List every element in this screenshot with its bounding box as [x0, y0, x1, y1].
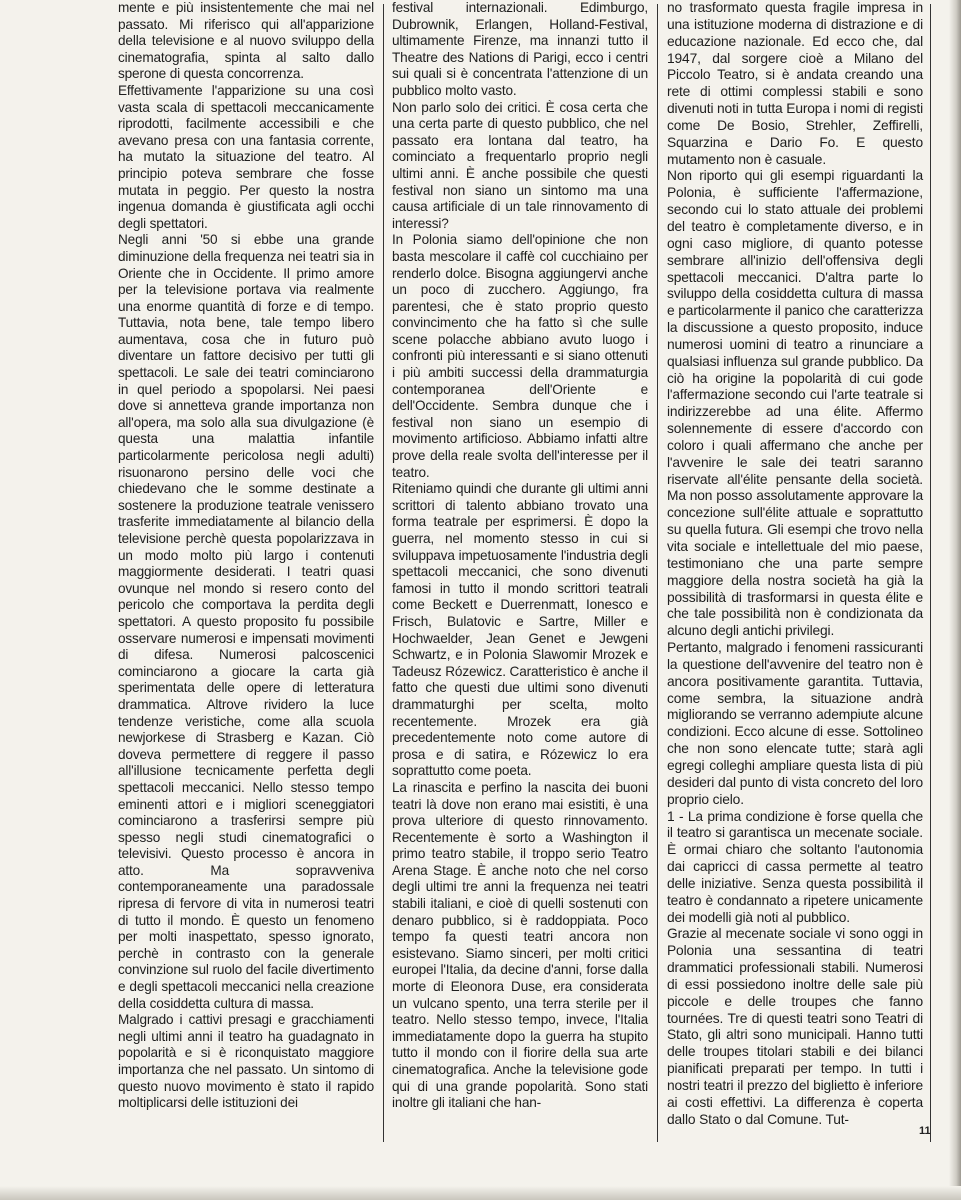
paragraph: Effettivamente l'apparizione su una così vasta scala di spettacoli meccanicamente riprodotti, facilmente accessibili e che avevano presa con una fantasia corrente, ha mutato la situazione del teatro. Al principio poteva sembrare che fosse mutata in peggio. Per questo la nostra ingenua domanda è giustificata agli occhi degli spettatori. [118, 82, 374, 231]
text-column-3 [667, 0, 923, 1129]
paragraph: no trasformato questa fragile impresa in una istituzione moderna di distrazione e di educazione nazionale. Ed ecco che, dal 1947, dal sorgere cioè a Milano del Piccolo Teatro, si è andata creando una rete di ottimi complessi stabili e sono divenuti noti in tutta Europa i nomi di registi come De Bosio, Strehler, Zeffirelli, Squarzina e Dario Fo. E questo mutamento non è casuale. [667, 0, 924, 167]
page-number: 11 [919, 1125, 931, 1137]
paragraph: Riteniamo quindi che durante gli ultimi anni scrittori di talento abbiano trovato una forma teatrale per esprimersi. È dopo la guerra, nel momento stesso in cui si sviluppava impetuosamente l'industria degli spettacoli meccanici, che sono divenuti famosi in tutto il mondo scrittori teatrali come Beckett e Duerrenmatt, Ionesco e Frisch, Bulatovic e Sartre, Miller e Hochwaelder, Jean Genet e Jewgeni Schwartz, e in Polonia Slawomir Mrozek e Tadeusz Rózewicz. Caratteristico è anche il fatto che questi due ultimi sono divenuti drammaturghi per scelta, molto recentemente. Mrozek era già precedentemente noto come autore di prosa e di satira, e Rózewicz lo era soprattutto come poeta. [392, 481, 648, 779]
page-edge-shadow [0, 1186, 961, 1200]
column-divider [930, 4, 931, 1142]
paragraph: mente e più insistentemente che mai nel passato. Mi riferisco qui all'apparizione della televisione e al nuovo sviluppo della cinematografia, spinta al salto dallo sperone di questa concorrenza. [118, 0, 374, 82]
paragraph: festival internazionali. Edimburgo, Dubrownik, Erlangen, Holland-Festival, ultimamente Firenze, ma innanzi tutto il Theatre des Nations di Parigi, ecco i centri sui quali si è concentrata l'attenzione di un pubblico molto vasto. [392, 0, 648, 98]
paragraph: In Polonia siamo dell'opinione che non basta mescolare il caffè col cucchiaino per renderlo dolce. Bisogna aggiungervi anche un poco di zucchero. Aggiungo, fra parentesi, che è stato proprio questo convincimento che ha fatto sì che sulle scene polacche abbiano avuto luogo i confronti più interessanti e si siano ottenuti i più ambiti successi della drammaturgia contemporanea dell'Oriente e dell'Occidente. Sembra dunque che i festival non siano un esempio di movimento artificioso. Abbiamo infatti altre prove della reale svolta dell'interesse per il teatro. [392, 232, 648, 480]
column-divider [657, 4, 658, 1142]
paragraph: Non parlo solo dei critici. È cosa certa che una certa parte di questo pubblico, che nel passato era lontana dal teatro, ha cominciato a frequentarlo proprio negli ultimi anni. È anche possibile che questi festival non siano un sintomo ma una causa artificiale di un tale rinnovamento di interessi? [392, 99, 648, 231]
text-column-1 [118, 0, 374, 1112]
paragraph: Negli anni '50 si ebbe una grande diminuzione della frequenza nei teatri sia in Oriente che in Occidente. Il primo amore per la televisione portava via realmente una enorme quantità di forze e di tempo. Tuttavia, nota bene, tale tempo libero aumentava, cosa che in futuro può diventare un fattore decisivo per tutti gli spettacoli. Le sale dei teatri cominciarono in quel periodo a spopolarsi. Nei paesi dove si annetteva grande importanza non all'opera, ma solo alla sua divulgazione (è questa una malattia infantile particolarmente pericolosa negli adulti) risuonarono persino delle voci che chiedevano che le somme destinate a sostenere la produzione teatrale venissero trasferite immediatamente al bilancio della televisione perchè questa popolarizzava in un modo molto più largo i contenuti maggiormente desiderati. I teatri quasi ovunque nel mondo si resero conto del pericolo che comportava la perdita degli spettatori. A questo proposito fu possibile osservare numerosi e impensati movimenti di difesa. Numerosi palcoscenici cominciarono a giocare la carta già sperimentata delle opere di letteratura drammatica. Altrove rividero la luce tendenze veristiche, come alla scuola newjorkese di Strasberg e Kazan. Ciò doveva permettere di reggere il passo all'illusione tecnicamente perfetta degli spettacoli meccanici. Nello stesso tempo eminenti attori e i migliori sceneggiatori cominciarono a trasferirsi sempre più spesso negli studi cinematografici o televisivi. Questo processo è ancora in atto. Ma sopravveniva contemporaneamente una paradossale ripresa di fervore di vita in numerosi teatri di tutto il mondo. È questo un fenomeno per molti inaspettato, spesso ignorato, perchè in contrasto con la generale convinzione sul ruolo del facile divertimento e degli spettacoli meccanici nella creazione della cosiddetta cultura di massa. [118, 232, 374, 1011]
paragraph: La rinascita e perfino la nascita dei buoni teatri là dove non erano mai esistiti, è una prova ulteriore di questo rinnovamento. Recentemente è sorto a Washington il primo teatro stabile, il troppo serio Teatro Arena Stage. È anche noto che nel corso degli ultimi tre anni la frequenza nei teatri stabili italiani, e cioè di quelli sostenuti con denaro pubblico, si è raddoppiata. Poco tempo fa questi teatri ancora non esistevano. Siamo sinceri, per molti critici europei l'Italia, da decine d'anni, forse dalla morte di Eleonora Duse, era considerata un vulcano spento, una terra sterile per il teatro. Nello stesso tempo, invece, l'Italia immediatamente dopo la guerra ha stupito tutto il mondo con il fiorire della sua arte cinematografica. Anche la televisione gode qui di una grande popolarità. Sono stati inoltre gli italiani che han- [392, 779, 648, 1111]
column-divider [383, 4, 384, 1142]
text-column-2 [392, 0, 648, 1112]
page-edge-shadow [949, 0, 961, 1200]
paragraph: Malgrado i cattivi presagi e gracchiamenti negli ultimi anni il teatro ha guadagnato in popolarità e si è riconquistato maggiore importanza che nel passato. Un sintomo di questo nuovo movimento è stato il rapido moltiplicarsi delle istituzioni dei [118, 1012, 374, 1111]
paragraph: Grazie al mecenate sociale vi sono oggi in Polonia una sessantina di teatri drammatici professionali stabili. Numerosi di essi possiedono inoltre delle sale più piccole e delle troupes che fanno tournées. Tre di questi teatri sono Teatri di Stato, gli altri sono municipali. Hanno tutti delle troupes titolari stabili e dei bilanci pianificati preparati per tempo. In tutti i nostri teatri il prezzo del biglietto è inferiore ai costi effettivi. La differenza è coperta dallo Stato o dal Comune. Tut- [667, 926, 923, 1127]
paragraph: Non riporto qui gli esempi riguardanti la Polonia, è sufficiente l'affermazione, secondo cui lo stato attuale dei problemi del teatro è completamente diverso, e in ogni caso migliore, di quanto potesse sembrare all'inizio dell'offensiva degli spettacoli meccanici. D'altra parte lo sviluppo della cosiddetta cultura di massa e particolarmente il panico che caratterizza la discussione a questo proposito, induce numerosi uomini di teatro a rinunciare a qualsiasi influenza sul grande pubblico. Da ciò ha origine la popolarità di cui gode l'affermazione secondo cui l'arte teatrale si indirizzerebbe ad una élite. Affermo solennemente di essere d'accordo con coloro i quali affermano che anche per l'avvenire le sale dei teatri saranno riservate all'élite pensante della società. Ma non posso assolutamente approvare la concezione sull'élite attuale e soprattutto su quella futura. Gli esempi che trovo nella vita sociale e intellettuale del mio paese, testimoniano che una parte sempre maggiore della nostra società ha già la possibilità di trasformarsi in questa élite e che tale possibilità non è condizionata da alcuno degli antichi privilegi. [667, 168, 923, 639]
paragraph: Pertanto, malgrado i fenomeni rassicuranti la questione dell'avvenire del teatro non è ancora positivamente garantita. Tuttavia, come sembra, la situazione andrà migliorando se verranno adempiute alcune condizioni. Ecco alcune di esse. Sottolineo che non sono elencate tutte; starà agli egregi colleghi ampliare questa lista di più desideri dal punto di vista concreto del loro proprio cielo. [667, 640, 923, 807]
paragraph: 1 - La prima condizione è forse quella che il teatro si garantisca un mecenate sociale. È ormai chiaro che soltanto l'autonomia dai capricci di cassa permette al teatro delle iniziative. Senza questa possibilità il teatro è condannato a ripetere unicamente dei modelli già noti al pubblico. [667, 808, 923, 925]
